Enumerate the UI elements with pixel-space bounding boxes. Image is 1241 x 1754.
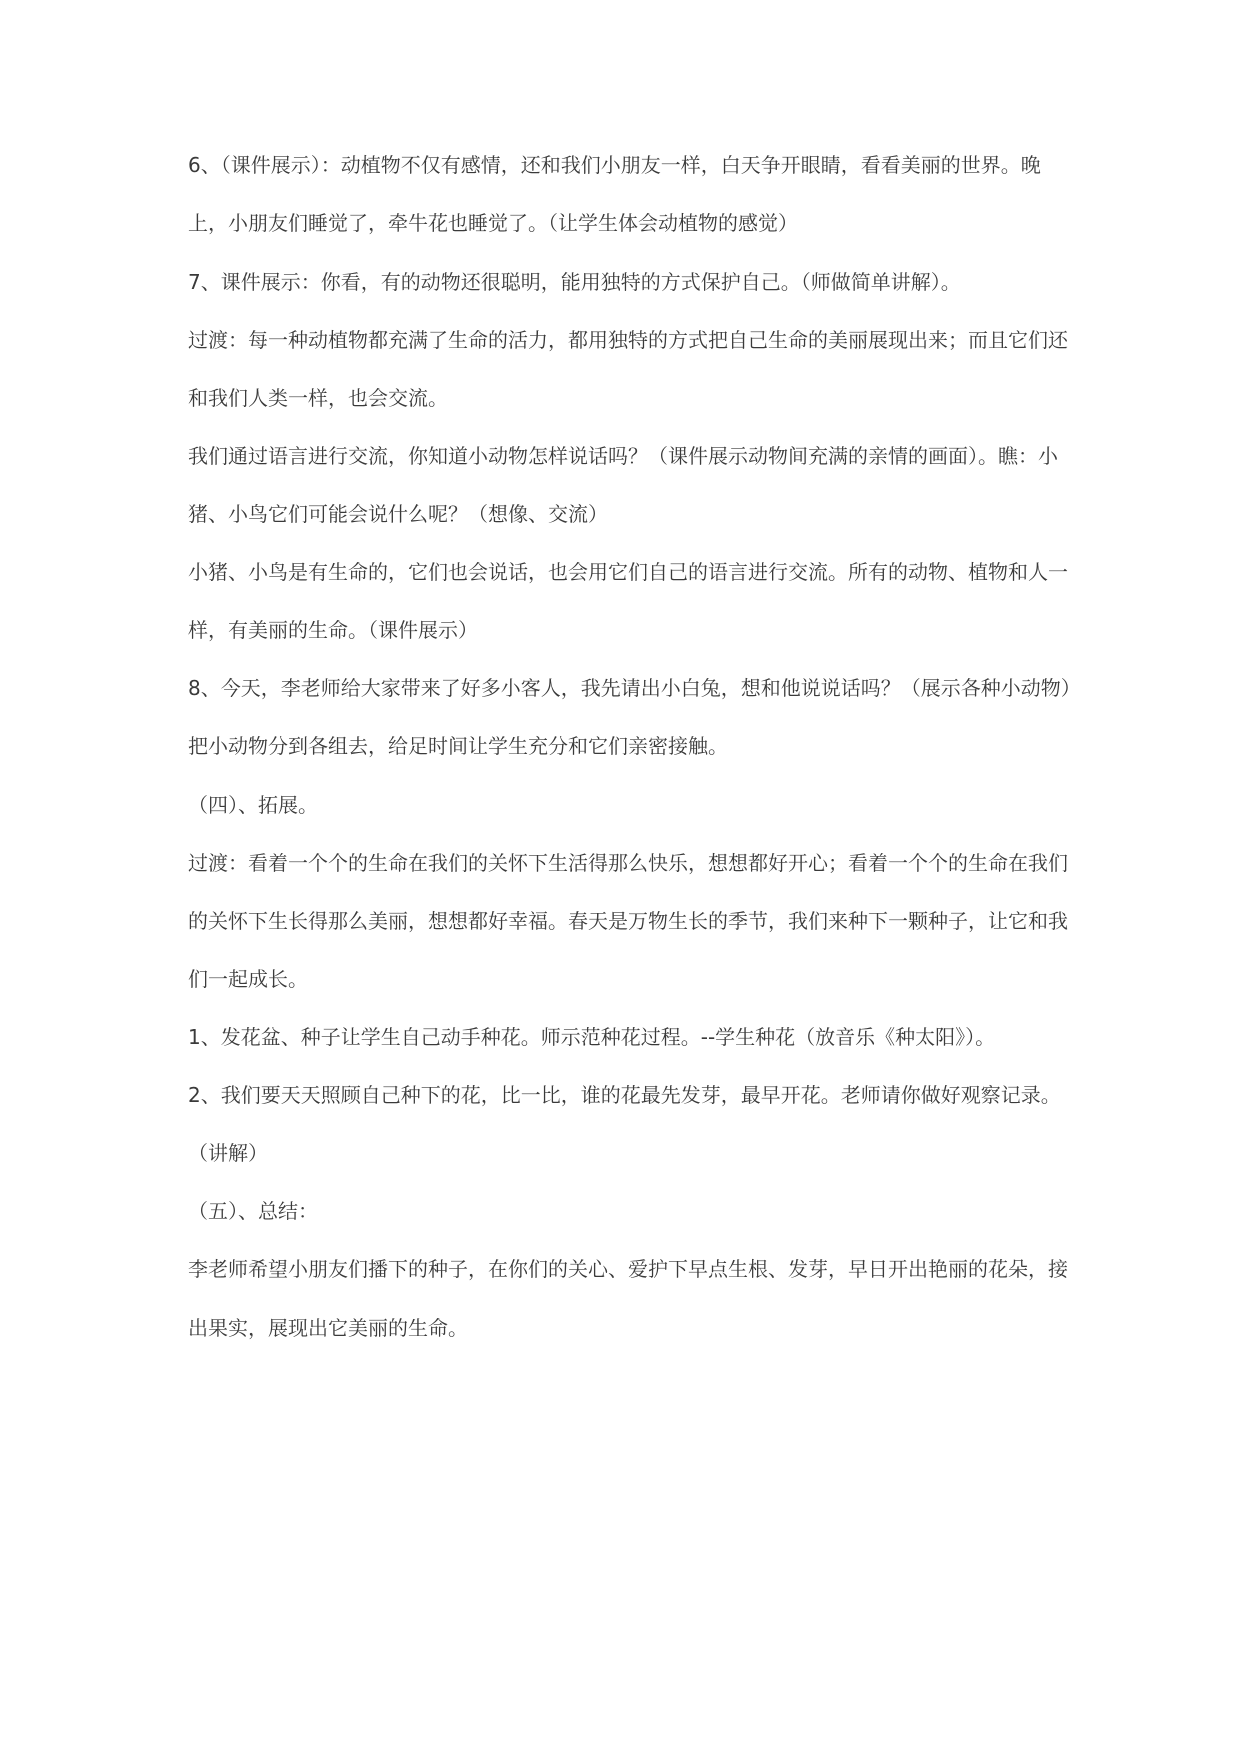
paragraph-line: 李老师希望小朋友们播下的种子，在你们的关心、爱护下早点生根、发芽，早日开出艳丽的花朵，接 (188, 1257, 1068, 1281)
paragraph-line: 和我们人类一样，也会交流。 (188, 386, 448, 410)
paragraph-line: 我们通过语言进行交流，你知道小动物怎样说话吗？（课件展示动物间充满的亲情的画面）。瞧：小 (188, 444, 1058, 468)
section-heading: （四）、拓展。 (188, 793, 318, 817)
paragraph-line: 过渡：每一种动植物都充满了生命的活力，都用独特的方式把自己生命的美丽展现出来；而且它们还 (188, 328, 1068, 352)
paragraph-line: 2、我们要天天照顾自己种下的花，比一比，谁的花最先发芽，最早开花。老师请你做好观察记录。 (188, 1083, 1061, 1107)
paragraph-line: （讲解） (188, 1141, 268, 1165)
paragraph-line: 样，有美丽的生命。（课件展示） (188, 618, 478, 642)
paragraph-line: 小猪、小鸟是有生命的，它们也会说话，也会用它们自己的语言进行交流。所有的动物、植物和人一 (188, 560, 1068, 584)
paragraph-line: 6、（课件展示）：动植物不仅有感情，还和我们小朋友一样，白天争开眼睛，看看美丽的世界。晚 (188, 153, 1041, 177)
paragraph-line: 们一起成长。 (188, 967, 308, 991)
paragraph-line: 1、发花盆、种子让学生自己动手种花。师示范种花过程。--学生种花（放音乐《种太阳》）。 (188, 1025, 996, 1049)
paragraph-line: 猪、小鸟它们可能会说什么呢？（想像、交流） (188, 502, 608, 526)
paragraph-line: 8、今天，李老师给大家带来了好多小客人，我先请出小白兔，想和他说说话吗？（展示各种小动物） (188, 676, 1081, 700)
paragraph-line: 7、课件展示：你看，有的动物还很聪明，能用独特的方式保护自己。（师做简单讲解）。 (188, 270, 961, 294)
section-heading: （五）、总结： (188, 1199, 318, 1223)
paragraph-line: 把小动物分到各组去，给足时间让学生充分和它们亲密接触。 (188, 734, 728, 758)
paragraph-line: 出果实，展现出它美丽的生命。 (188, 1316, 468, 1340)
paragraph-line: 的关怀下生长得那么美丽，想想都好幸福。春天是万物生长的季节，我们来种下一颗种子，让它和我 (188, 909, 1068, 933)
paragraph-line: 过渡：看着一个个的生命在我们的关怀下生活得那么快乐，想想都好开心；看着一个个的生命在我们 (188, 851, 1068, 875)
paragraph-line: 上，小朋友们睡觉了，牵牛花也睡觉了。（让学生体会动植物的感觉） (188, 211, 798, 235)
